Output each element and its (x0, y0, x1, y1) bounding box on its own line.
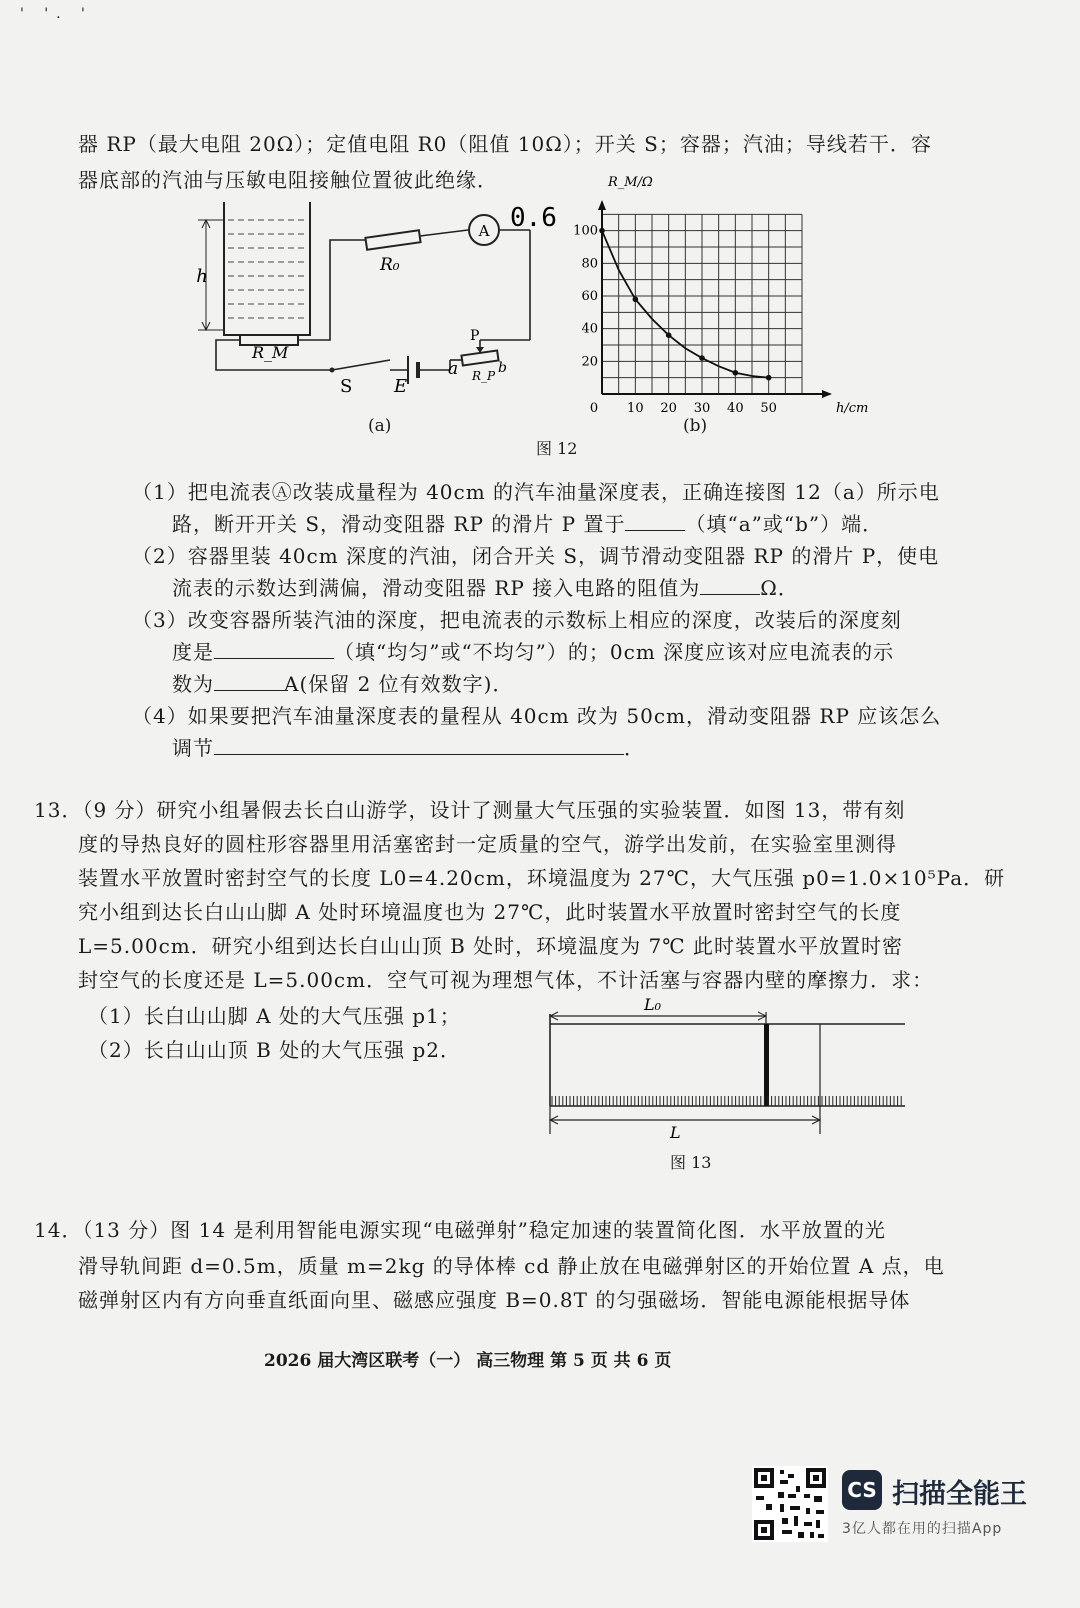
qr-code-icon (752, 1466, 828, 1542)
q12-part3-tail: A(保留 2 位有效数字)． (284, 672, 514, 696)
q12-part2-text: 流表的示数达到满偏，滑动变阻器 RP 接入电路的阻值为 (172, 576, 701, 600)
q12-part2-line2 (172, 572, 799, 601)
camscanner-tagline: 3亿人都在用的扫描App (842, 1521, 1003, 1537)
y-tick-label: 60 (581, 289, 598, 304)
intro-line-2: 器底部的汽油与压敏电阻接触位置彼此绝缘． (78, 168, 498, 192)
data-point (766, 375, 772, 381)
answer-blank-1[interactable] (625, 512, 685, 531)
label-p: P (470, 328, 480, 344)
page-footer: 2026 届大湾区联考（一） 高三物理 第 5 页 共 6 页 (264, 1351, 672, 1371)
q12-part1-tail: （填“a”或“b”）端． (685, 512, 884, 536)
y-tick-label: 80 (581, 256, 598, 272)
label-e: E (394, 376, 408, 397)
q13-line-5: L=5.00cm．研究小组到达长白山山顶 B 处时，环境温度为 7℃ 此时装置水平放置时密 (78, 934, 903, 958)
data-point (633, 296, 639, 302)
y-tick-label: 100 (573, 223, 598, 239)
camscanner-name: 扫描全能王 (892, 1479, 1027, 1510)
q12-part3-line2 (172, 636, 894, 665)
label-l0: L₀ (644, 995, 662, 1014)
ammeter-label: A (478, 222, 490, 240)
label-r0: R₀ (380, 255, 400, 275)
q14-line-2: 滑导轨间距 d=0.5m，质量 m=2kg 的导体棒 cd 静止放在电磁弹射区的开始位置 A 点，电 (78, 1254, 945, 1278)
y-tick-label: 40 (581, 321, 598, 337)
q12-part3-mid: （填“均匀”或“不均匀”）的；0cm 深度应该对应电流表的示 (334, 640, 895, 664)
x-tick-label: 10 (627, 401, 644, 416)
q12-part3-line1: （3）改变容器所装汽油的深度，把电流表的示数标上相应的深度，改装后的深度刻 (132, 608, 902, 632)
q12-part3-line3 (172, 668, 514, 697)
switch-s (332, 360, 390, 370)
figure-13-container (540, 994, 910, 1144)
q12-part4-tail: ． (624, 736, 645, 760)
q12-part4-line1: （4）如果要把汽车油量深度表的量程从 40cm 改为 50cm，滑动变阻器 RP 应该怎么 (132, 704, 942, 728)
x-axis-arrow (822, 390, 832, 398)
data-point (666, 332, 672, 338)
data-point (733, 370, 739, 376)
x-tick-label: 50 (760, 401, 777, 416)
q13-line-2: 度的导热良好的圆柱形容器里用活塞密封一定质量的空气，游学出发前，在实验室里测得 (78, 832, 897, 856)
q14-line-1: 14．（13 分）图 14 是利用智能电源实现“电磁弹射”稳定加速的装置简化图．水平放置的光 (34, 1218, 886, 1242)
x-tick-label: 20 (660, 401, 677, 416)
q13-sub-1: （1）长白山山脚 A 处的大气压强 p1； (88, 1004, 461, 1028)
q12-part4-text: 调节 (172, 736, 214, 760)
scan-top-marks: ' '. ' (20, 6, 93, 22)
fuel-container (224, 202, 310, 335)
q13-line-6: 封空气的长度还是 L=5.00cm．空气可视为理想气体，不计活塞与容器内壁的摩擦力．求： (78, 968, 934, 992)
label-l: L (670, 1123, 681, 1142)
y-axis-label: R_M/Ω (608, 175, 653, 190)
label-rp: R_P (472, 369, 496, 383)
figure-13-title: 图 13 (670, 1153, 712, 1172)
x-tick-label: 30 (693, 401, 711, 416)
q13-sub-2: （2）长白山山顶 B 处的大气压强 p2． (88, 1038, 462, 1062)
ruler-scale (552, 1096, 901, 1106)
figure-12b-chart (570, 172, 870, 422)
q13-line-3: 装置水平放置时密封空气的长度 L0=4.20cm，环境温度为 27℃，大气压强 p0=1.0×10⁵Pa．研 (78, 866, 1006, 890)
q12-part2-line1: （2）容器里装 40cm 深度的汽油，闭合开关 S，调节滑动变阻器 RP 的滑片 P，使电 (132, 544, 940, 568)
answer-blank-3[interactable] (214, 640, 334, 659)
intro-line-1: 器 RP（最大电阻 20Ω）；定值电阻 R0（阻值 10Ω）；开关 S；容器；汽油；导线若干．容 (78, 132, 932, 156)
label-b: b (498, 360, 507, 376)
camscanner-logo-icon: CS (842, 1470, 882, 1510)
piston (764, 1024, 769, 1106)
answer-blank-5[interactable] (214, 736, 624, 755)
y-axis-arrow (598, 200, 606, 210)
fuel-liquid (228, 220, 306, 318)
x-tick-label: 0 (589, 401, 599, 416)
q12-part1-line2 (172, 508, 883, 537)
answer-blank-4[interactable] (214, 672, 284, 691)
q12-part2-tail: Ω． (760, 576, 799, 600)
label-h: h (196, 266, 208, 287)
q12-part3-text: 度是 (172, 640, 214, 664)
data-point (699, 355, 705, 361)
x-tick-label: 40 (727, 401, 744, 416)
q12-part3-text2: 数为 (172, 672, 214, 696)
answer-blank-2[interactable] (700, 576, 760, 595)
caption-12a: (a) (368, 416, 392, 436)
y-tick-label: 20 (581, 354, 598, 370)
x-axis-label: h/cm (836, 401, 869, 416)
label-s: S (340, 376, 353, 397)
q12-part4-line2 (172, 732, 645, 761)
q13-line-4: 究小组到达长白山山脚 A 处时环境温度也为 27℃，此时装置水平放置时密封空气的长度 (78, 900, 902, 924)
resistor-r0 (365, 230, 420, 249)
q12-part1-line1: （1）把电流表Ⓐ改装成量程为 40cm 的汽车油量深度表，正确连接图 12（a）所示电 (132, 480, 940, 504)
q13-line-1: 13．（9 分）研究小组暑假去长白山游学，设计了测量大气压强的实验装置．如图 13，带有刻 (34, 798, 906, 822)
label-a: a (448, 359, 459, 379)
data-point (599, 228, 605, 234)
q12-part1-text: 路，断开开关 S，滑动变阻器 RP 的滑片 P 置于 (172, 512, 626, 536)
figure-12-title: 图 12 (536, 439, 578, 458)
handwritten-note: 0.6 (510, 203, 557, 233)
q14-line-3: 磁弹射区内有方向垂直纸面向里、磁感应强度 B=0.8T 的匀强磁场．智能电源能根据导体 (78, 1288, 911, 1312)
caption-12b: (b) (683, 416, 708, 436)
label-rm: R_M (252, 343, 289, 362)
